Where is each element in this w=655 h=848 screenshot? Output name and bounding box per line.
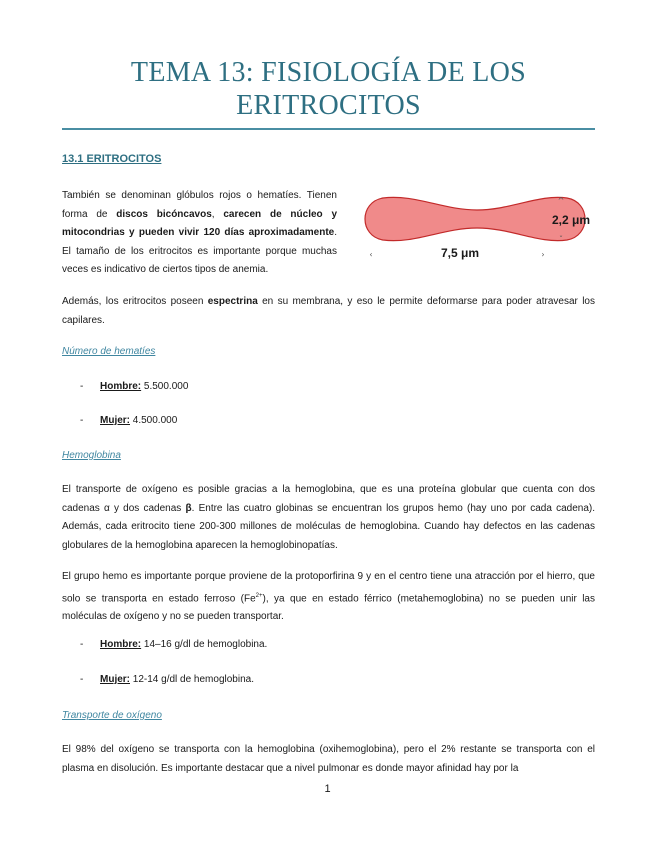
hemo-para2-text-1: El grupo hemo es importante porque proviene de la protoporfirina 9 y en el centro tiene una atracción por el hierro, que solo se transporta en estado ferroso (Fe	[62, 571, 595, 604]
hemoglobina-value-hombre: 14–16 g/dl de hemoglobina.	[141, 639, 268, 650]
hematies-label-mujer: Mujer:	[100, 415, 130, 426]
hemo-para1-text-2: . Entre las cuatro globinas se encuentran los grupos hemo (hay uno por cada cadena). Además, cada eritrocito tiene 200-300 millones de moléculas de hemoglobina. Cuando hay defectos en las cadenas globulares de la hemoglobina aparecen la hemoglobinopatías.	[62, 502, 595, 551]
hemo-para2-superscript: 2+	[255, 592, 263, 599]
hemoglobina-paragraph-2	[62, 568, 595, 627]
hemoglobina-label-mujer: Mujer:	[100, 674, 130, 685]
espectrina-paragraph	[62, 293, 595, 330]
intro-text-2: ,	[211, 208, 224, 220]
height-arrow-up: ^	[557, 196, 565, 205]
title-line-1: TEMA 13: FISIOLOGÍA DE LOS	[130, 57, 527, 88]
hematies-item-hombre: - Hombre: 5.500.000	[80, 381, 189, 392]
hemo-para1-beta: β	[185, 502, 192, 514]
hemoglobina-label-hombre: Hombre:	[100, 639, 142, 650]
subheading-hemoglobina: Hemoglobina	[62, 450, 121, 461]
transporte-paragraph: El 98% del oxígeno se transporta con la hemoglobina (oxihemoglobina), pero el 2% restante se transporta con el plasma en disolución. Es importante destacar que a nivel pulmonar es donde mayor afinidad hay por la	[62, 744, 595, 774]
intro-text-1: También se denominan glóbulos rojos o hematíes. Tienen forma de	[62, 190, 337, 220]
width-label: 7,5 μm	[440, 246, 480, 260]
espectrina-text-1: Además, los eritrocitos poseen	[62, 296, 208, 307]
subheading-transporte-oxigeno: Transporte de oxígeno	[62, 710, 162, 721]
hemoglobina-value-mujer: 12-14 g/dl de hemoglobina.	[130, 674, 254, 685]
height-label: 2,2 μm	[551, 213, 591, 227]
title-line-2: ERITROCITOS	[236, 90, 421, 121]
page-title	[62, 56, 595, 122]
intro-paragraph	[62, 187, 337, 280]
title-divider	[62, 128, 595, 130]
hemo-para2-text-2: ), ya que en estado férrico (metahemoglobina) no se pueden unir las moléculas de oxígeno y no se pueden transportar.	[62, 592, 595, 623]
height-arrow-down: ˇ	[559, 235, 563, 244]
intro-text-3: . El tamaño de los eritrocitos es importante porque muchas veces es indicativo de ciertos tipos de anemia.	[62, 227, 337, 275]
section-heading: 13.1 ERITROCITOS	[62, 153, 162, 165]
hemoglobina-item-mujer: - Mujer: 12-14 g/dl de hemoglobina.	[80, 674, 254, 685]
espectrina-text-2: en su membrana, y eso le permite deformarse para poder atravesar los capilares.	[62, 296, 595, 326]
width-arrow-right: ›	[541, 250, 545, 259]
hemoglobina-item-hombre: - Hombre: 14–16 g/dl de hemoglobina.	[80, 639, 268, 650]
page-number: 1	[324, 783, 331, 795]
subheading-numero-hematies: Número de hematíes	[62, 346, 156, 357]
width-arrow-left: ‹	[369, 250, 373, 259]
hematies-item-mujer: - Mujer: 4.500.000	[80, 415, 178, 426]
intro-bold-1: discos bicóncavos	[116, 208, 212, 220]
hematies-value-hombre: 5.500.000	[141, 381, 189, 392]
espectrina-bold: espectrina	[207, 296, 258, 307]
erythrocyte-figure	[355, 190, 600, 265]
erythrocyte-diagram	[355, 190, 600, 265]
hemoglobina-paragraph-1	[62, 481, 595, 555]
hemo-para1-text-1: El transporte de oxígeno es posible gracias a la hemoglobina, que es una proteína globular que cuenta con dos cadenas α y dos cadenas	[62, 484, 595, 514]
hematies-value-mujer: 4.500.000	[130, 415, 178, 426]
intro-bold-2: carecen de núcleo y mitocondrias y pueden vivir 120 días aproximadamente	[62, 208, 338, 238]
hematies-label-hombre: Hombre:	[100, 381, 142, 392]
